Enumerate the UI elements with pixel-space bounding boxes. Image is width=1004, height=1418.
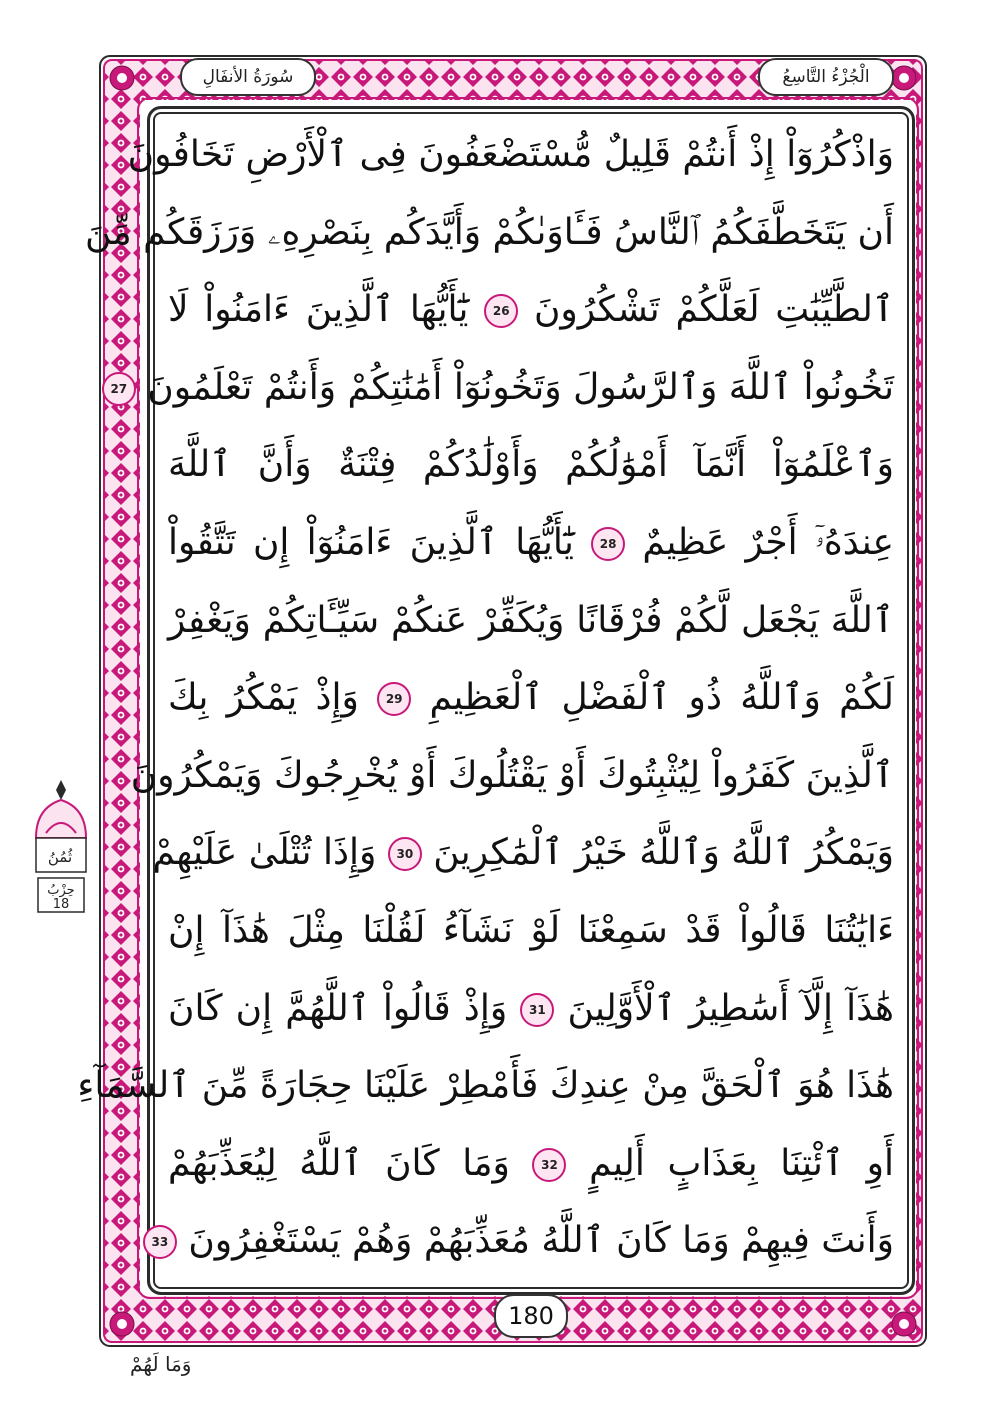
ayah-number-marker: 26	[484, 294, 518, 328]
verse-text: ٱلَّذِينَ كَفَرُواْ لِيُثْبِتُوكَ أَوْ يَقْتُلُوكَ أَوْ يُخْرِجُوكَ وَيَمْكُرُونَ	[130, 754, 894, 796]
verse-text: وَمَا كَانَ ٱللَّهُ لِيُعَذِّبَهُمْ	[168, 1142, 510, 1184]
verse-line	[77, 1050, 894, 1122]
verse-text: وَأَنتَ فِيهِمْ وَمَا كَانَ ٱللَّهُ مُعَذِّبَهُمْ وَهُمْ يَسْتَغْفِرُونَ	[188, 1220, 894, 1262]
verse-text: ٱللَّهَ يَجْعَل لَّكُمْ فُرْقَانًا وَيُكَفِّرْ عَنكُمْ سَيِّـَٔاتِكُمْ وَيَغْفِرْ	[168, 599, 894, 641]
verse-line	[168, 507, 894, 579]
ayah-number-marker: 29	[377, 682, 411, 716]
verse-text: يَٰٓأَيُّهَا ٱلَّذِينَ ءَامَنُواْ لَا	[168, 289, 469, 331]
verse-text: وَإِذْ يَمْكُرُ بِكَ	[168, 677, 359, 719]
verse-text: عِندَهُۥٓ أَجْرٌ عَظِيمٌ	[642, 522, 894, 563]
verse-line	[168, 429, 894, 501]
hizb-word: حِزْبُ	[47, 883, 75, 898]
verse-text: يَٰٓأَيُّهَا ٱلَّذِينَ ءَامَنُوٓاْ إِن تَتَّقُواْ	[168, 522, 574, 563]
verse-line	[110, 352, 894, 424]
verse-line	[168, 662, 894, 734]
ayah-number-marker: 28	[591, 527, 625, 561]
verse-line	[168, 585, 894, 657]
verse-line	[152, 817, 894, 889]
verse-text: ءَايَٰتُنَا قَالُواْ قَدْ سَمِعْنَا لَوْ نَشَآءُ لَقُلْنَا مِثْلَ هَٰذَآ إِنْ	[168, 910, 894, 951]
hizb-label	[40, 884, 82, 912]
verse-text: أَن يَتَخَطَّفَكُمُ ٱلنَّاسُ فَـَٔاوَىٰكُمْ وَأَيَّدَكُم بِنَصْرِهِۦ وَرَزَقَكُم مِّنَ	[84, 211, 894, 253]
verse-line	[127, 119, 894, 191]
ayah-number-marker: 30	[388, 837, 422, 871]
hizb-number: 18	[52, 897, 70, 912]
verse-line	[84, 197, 894, 269]
verse-line	[151, 1205, 894, 1277]
verse-text: هَٰذَا هُوَ ٱلْحَقَّ مِنْ عِندِكَ فَأَمْطِرْ عَلَيْنَا حِجَارَةً مِّنَ ٱلسَّمَآءِ	[77, 1065, 894, 1107]
verse-text: هَٰذَآ إِلَّآ أَسَٰطِيرُ ٱلْأَوَّلِينَ	[567, 987, 894, 1029]
verse-text: وَٱعْلَمُوٓاْ أَنَّمَآ أَمْوَٰلُكُمْ وَأَوْلَٰدُكُمْ فِتْنَةٌ وَأَنَّ ٱللَّهَ	[168, 444, 894, 486]
verse-text: تَخُونُواْ ٱللَّهَ وَٱلرَّسُولَ وَتَخُونُوٓاْ أَمَٰنَٰتِكُمْ وَأَنتُمْ تَعْلَمُونَ	[147, 366, 894, 408]
verse-text: وَإِذْ قَالُواْ ٱللَّهُمَّ إِن كَانَ	[168, 987, 508, 1029]
verse-text: وَيَمْكُرُ ٱللَّهُ وَٱللَّهُ خَيْرُ ٱلْمَٰكِرِينَ	[433, 832, 894, 874]
surah-label: سُورَةُ الأنفَالِ	[180, 58, 316, 96]
verse-text: وَاذْكُرُوٓاْ إِذْ أَنتُمْ قَلِيلٌ مُّسْتَضْعَفُونَ فِى ٱلْأَرْضِ تَخَافُونَ	[127, 134, 894, 175]
verse-text: أَوِ ٱئْتِنَا بِعَذَابٍ أَلِيمٍ	[589, 1142, 894, 1184]
ayah-number-marker: 27	[102, 372, 136, 406]
juz-label: الْجُزْءُ التَّاسِعُ	[758, 58, 894, 96]
verse-line	[130, 740, 894, 812]
verse-line	[168, 973, 894, 1045]
ayah-number-marker: 32	[532, 1148, 566, 1182]
ayah-number-marker: 33	[143, 1225, 177, 1259]
verse-text: ٱلطَّيِّبَٰتِ لَعَلَّكُمْ تَشْكُرُونَ	[533, 289, 894, 331]
thumun-label: ثُمُنُ	[47, 848, 73, 866]
catchword: وَمَا لَهُمْ	[130, 1352, 192, 1376]
quran-text-panel	[77, 106, 915, 1295]
verse-text: لَكُمْ وَٱللَّهُ ذُو ٱلْفَضْلِ ٱلْعَظِيمِ	[429, 677, 894, 719]
verse-line	[168, 895, 894, 967]
verse-line	[168, 274, 894, 346]
verse-line	[168, 1128, 894, 1200]
page-number: 180	[494, 1294, 568, 1338]
ayah-number-marker: 31	[520, 993, 554, 1027]
verse-text: وَإِذَا تُتْلَىٰ عَلَيْهِمْ	[152, 832, 377, 874]
